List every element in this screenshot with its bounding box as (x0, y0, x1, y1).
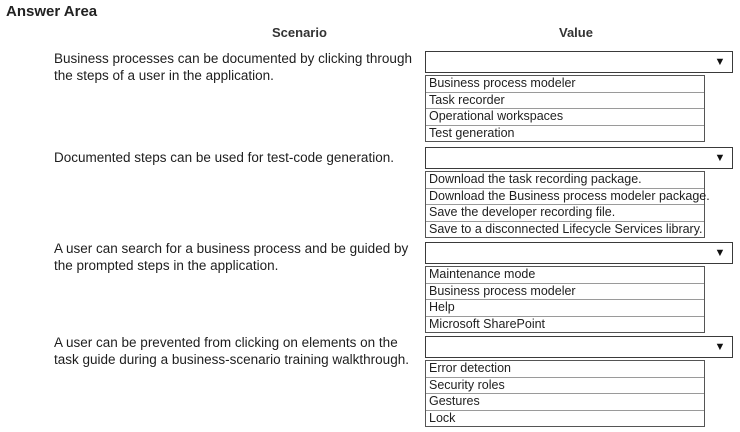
option-item[interactable]: Maintenance mode (426, 267, 704, 284)
option-item[interactable]: Operational workspaces (426, 109, 704, 126)
option-item[interactable]: Business process modeler (426, 284, 704, 301)
select-box-3[interactable] (425, 242, 733, 264)
scenario-text-1: Business processes can be documented by clicking through the steps of a user in the application. (54, 51, 412, 83)
option-item[interactable]: Download the Business process modeler package. (426, 189, 704, 206)
value-dropdown-2[interactable] (425, 147, 733, 238)
option-item[interactable]: Business process modeler (426, 76, 704, 93)
options-list-3 (425, 266, 705, 333)
chevron-down-icon[interactable]: ▼ (714, 341, 726, 353)
scenario-text-3: A user can search for a business process and be guided by the prompted steps in the application. (54, 241, 409, 273)
option-item[interactable]: Security roles (426, 378, 704, 395)
option-item[interactable]: Gestures (426, 394, 704, 411)
chevron-down-icon[interactable]: ▼ (714, 247, 726, 259)
chevron-down-icon[interactable]: ▼ (714, 152, 726, 164)
option-item[interactable]: Microsoft SharePoint (429, 316, 546, 331)
option-item[interactable]: Lock (429, 410, 456, 425)
options-list-4 (425, 360, 705, 427)
option-item[interactable]: Task recorder (426, 93, 704, 110)
value-column-header: Value (559, 25, 593, 40)
select-box-4[interactable] (425, 336, 733, 358)
option-item[interactable]: Error detection (426, 361, 704, 378)
option-item[interactable]: Save the developer recording file. (426, 205, 704, 222)
options-list-2 (425, 171, 710, 238)
value-dropdown-1[interactable] (425, 51, 733, 142)
value-dropdown-3[interactable] (425, 242, 733, 333)
option-item[interactable]: Test generation (429, 125, 515, 140)
chevron-down-icon[interactable]: ▼ (714, 56, 726, 68)
answer-area-title: Answer Area (6, 3, 98, 20)
option-item[interactable]: Save to a disconnected Lifecycle Services library. (429, 221, 703, 236)
scenario-text-4: A user can be prevented from clicking on elements on the task guide during a business-scenario training walkthrough. (54, 335, 409, 367)
scenario-column-header: Scenario (272, 25, 327, 40)
value-dropdown-4[interactable] (425, 336, 733, 427)
options-list-1 (425, 75, 705, 142)
option-item[interactable]: Download the task recording package. (426, 172, 704, 189)
select-box-2[interactable] (425, 147, 733, 169)
scenario-text-2: Documented steps can be used for test-code generation. (54, 150, 394, 165)
select-box-1[interactable] (425, 51, 733, 73)
option-item[interactable]: Help (426, 300, 704, 317)
